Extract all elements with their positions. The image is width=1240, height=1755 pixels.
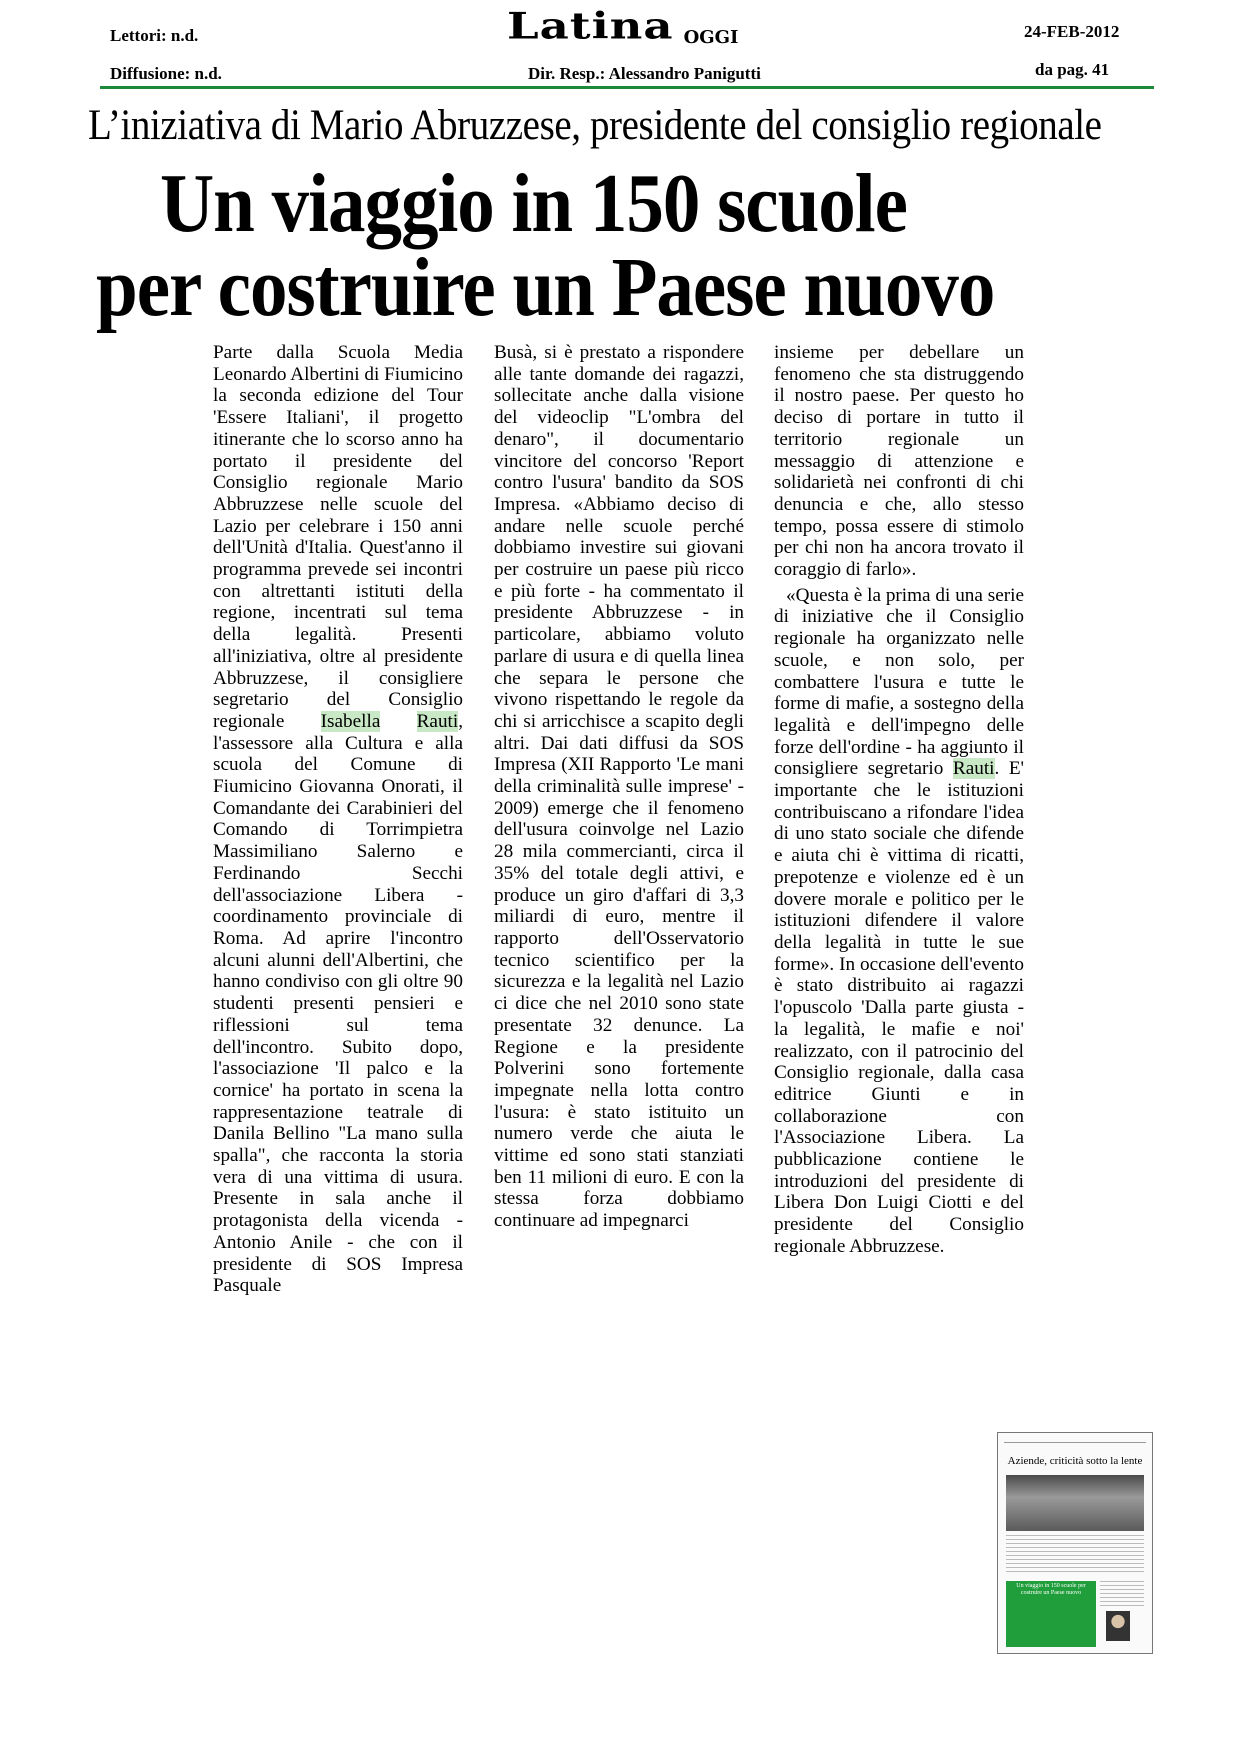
thumbnail-portrait — [1106, 1611, 1130, 1641]
header-rule — [100, 86, 1154, 89]
column-1-text: Parte dalla Scuola Media Leonardo Albertini di Fiumicino la seconda edizione del Tour 'Essere Italiani', il progetto itinerante che lo scorso anno ha portato il presidente del Consiglio regionale Mario Abbruzzese nelle scuole del Lazio per celebrare i 150 anni dell'Unità d'Italia. Quest'anno il programma prevede sei incontri con altrettanti istituti della regione, incentrati sul tema della legalità. Presenti all'iniziativa, oltre al presidente Abbruzzese, il consigliere segretario del Consiglio regionale Isabella Rauti, l'assessore alla Cultura e alla scuola del Comune di Fiumicino Giovanna Onorati, il Comandante dei Carabinieri del Comando di Torrimpietra Massimiliano Salerno e Ferdinando Secchi dell'associazione Libera - coordinamento provinciale di Roma. Ad aprire l'incontro alcuni alunni dell'Albertini, che hanno condiviso con gli oltre 90 studenti presenti pensieri e riflessioni sul tema dell'incontro. Subito dopo, l'associazione 'Il palco e la cornice' ha portato in scena la rappresentazione teatrale di Danila Bellino "La mano sulla spalla", che racconta la storia vera di una vittima di usura. Presente in sala anche il protagonista della vicenda - Antonio Anile - che con il presidente di SOS Impresa Pasquale — [213, 342, 463, 1297]
article-column-3 — [774, 342, 1024, 1258]
masthead-logo: Latina — [507, 4, 674, 48]
column-3-paragraph-1: insieme per debellare un fenomeno che sta distruggendo il nostro paese. Per questo ho deciso di portare in tutto il territorio regionale un messaggio di attenzione e solidarietà nei confronti di chi denuncia e che, allo stesso tempo, possa essere di stimolo per chi non ha ancora trovato il coraggio di farlo». — [774, 342, 1024, 581]
masthead-sub: OGGI — [683, 27, 739, 48]
highlight-name: Isabella — [320, 710, 381, 732]
article-column-1 — [213, 342, 463, 1297]
readers-label: Lettori: n.d. — [110, 26, 199, 45]
thumbnail-highlight-text: Un viaggio in 150 scuole per costruire un Paese nuovo — [1016, 1583, 1086, 1596]
article-column-2 — [494, 342, 744, 1232]
thumbnail-text-lines — [1006, 1535, 1144, 1575]
date-label: 24-FEB-2012 — [1024, 22, 1120, 41]
thumbnail-title: Aziende, criticità sotto la lente — [1007, 1455, 1143, 1467]
thumbnail-header — [1004, 1436, 1146, 1443]
circulation-label: Diffusione: n.d. — [110, 64, 222, 83]
article-headline-line2: per costruire un Paese nuovo — [96, 241, 995, 335]
thumbnail-side-lines — [1100, 1581, 1144, 1607]
editor-label: Dir. Resp.: Alessandro Panigutti — [528, 64, 761, 83]
page-label: da pag. 41 — [1035, 60, 1110, 79]
highlight-name: Rauti — [416, 710, 459, 732]
article-headline-line1: Un viaggio in 150 scuole — [160, 157, 907, 251]
article-kicker: L’iniziativa di Mario Abruzzese, presidente del consiglio regionale — [88, 101, 1102, 150]
column-2-text: Busà, si è prestato a rispondere alle tante domande dei ragazzi, sollecitate anche dalla visione del videoclip "L'ombra del denaro", il documentario vincitore del concorso 'Report contro l'usura' bandito da SOS Impresa. «Abbiamo deciso di andare nelle scuole perché dobbiamo investire sui giovani per costruire un paese più ricco e più forte - ha commentato il presidente Abbruzzese - in particolare, abbiamo voluto parlare di usura e di quella linea che separa le persone che vivono rispettando le regole da chi si arricchisce a scapito degli altri. Dai dati diffusi da SOS Impresa (XII Rapporto 'Le mani della criminalità sulle imprese' - 2009) emerge che il fenomeno dell'usura coinvolge nel Lazio 28 mila commercianti, circa il 35% del totale degli attivi, e produce un giro d'affari di 3,3 miliardi di euro, mentre il rapporto dell'Osservatorio tecnico scientifico per la sicurezza e la legalità nel Lazio ci dice che nel 2010 sono state presentate 32 denunce. La Regione e la presidente Polverini sono fortemente impegnate nella lotta contro l'usura: è stato istituito un numero verde che aiuta le vittime ed sono stati stanziati ben 11 milioni di euro. E con la stessa forza dobbiamo continuare ad impegnarci — [494, 342, 744, 1232]
page-thumbnail — [997, 1432, 1153, 1654]
thumbnail-photo — [1006, 1475, 1144, 1531]
highlight-name: Rauti — [952, 758, 995, 780]
masthead — [507, 4, 738, 57]
column-3-paragraph-2: «Questa è la prima di una serie di iniziative che il Consiglio regionale ha organizzato nelle scuole, e non solo, per combattere l'usura e tutte le forme di mafie, a sostegno della legalità e dell'impegno delle forze dell'ordine - ha aggiunto il consigliere segretario Rauti. E' importante che le istituzioni contribuiscano a rifondare l'idea di uno stato sociale che difende e aiuta chi è vittima di ricatti, prepotenze e violenze ed è un dovere morale e politico per le istituzioni difendere il valore della legalità in tutte le sue forme». In occasione dell'evento è stato distribuito ai ragazzi l'opuscolo 'Dalla parte giusta - la legalità, le mafie e noi' realizzato, con il patrocinio del Consiglio regionale, dalla casa editrice Giunti e in collaborazione con l'Associazione Libera. La pubblicazione contiene le introduzioni del presidente di Libera Don Luigi Ciotti e del presidente del Consiglio regionale Abbruzzese. — [774, 584, 1025, 1257]
